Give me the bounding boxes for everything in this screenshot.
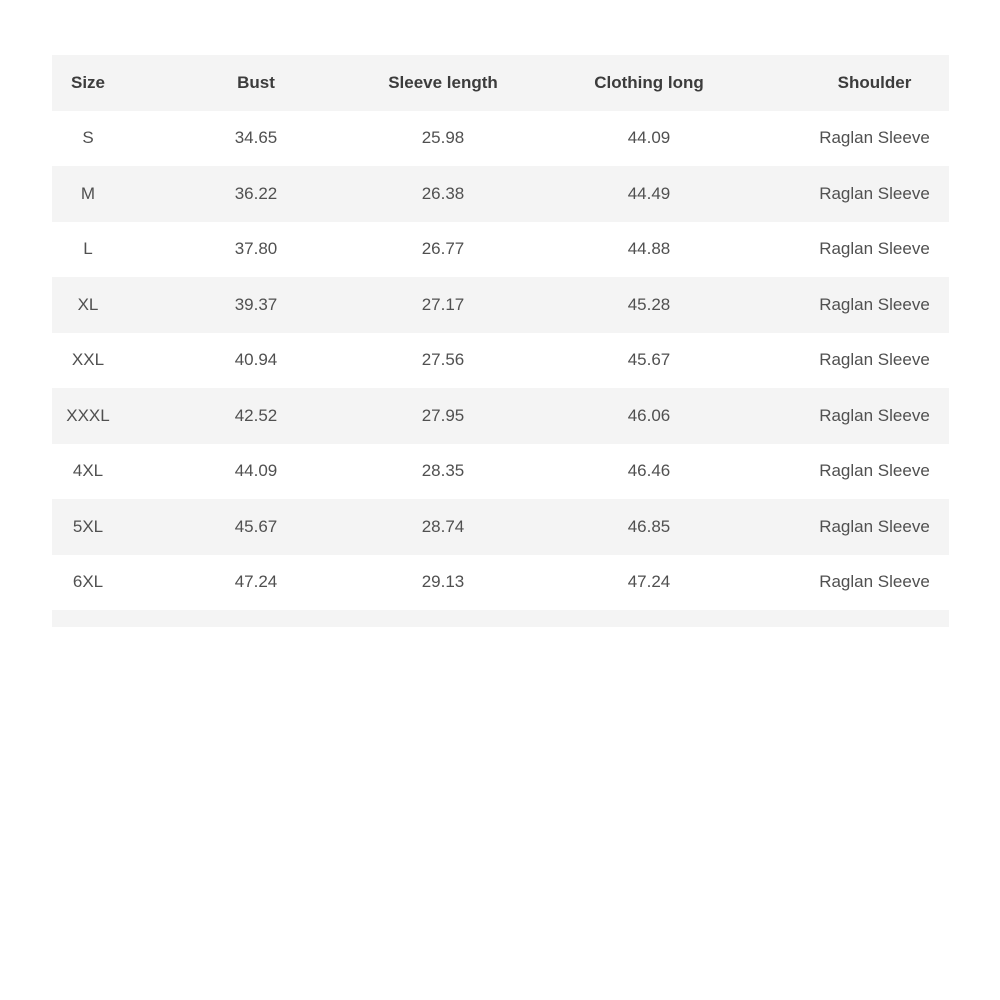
cell-sleeve-length: 25.98	[388, 111, 498, 167]
table-row	[52, 166, 949, 222]
cell-size: XXL	[52, 333, 124, 389]
table-row	[52, 555, 949, 611]
header-row	[52, 55, 949, 111]
table-body	[52, 111, 949, 611]
table-row	[52, 499, 949, 555]
cell-sleeve-length: 27.95	[388, 388, 498, 444]
cell-shoulder: Raglan Sleeve	[800, 166, 949, 222]
cell-sleeve-length: 29.13	[388, 555, 498, 611]
table-row	[52, 444, 949, 500]
header-clothing-long: Clothing long	[498, 55, 800, 111]
cell-size: M	[52, 166, 124, 222]
cell-sleeve-length: 26.77	[388, 222, 498, 278]
cell-shoulder: Raglan Sleeve	[800, 499, 949, 555]
cell-sleeve-length: 28.74	[388, 499, 498, 555]
cell-sleeve-length: 26.38	[388, 166, 498, 222]
cell-clothing-long: 46.46	[498, 444, 800, 500]
header-shoulder: Shoulder	[800, 55, 949, 111]
cell-bust: 42.52	[124, 388, 388, 444]
cell-shoulder: Raglan Sleeve	[800, 222, 949, 278]
cell-size: XL	[52, 277, 124, 333]
header-bust: Bust	[124, 55, 388, 111]
cell-clothing-long: 44.09	[498, 111, 800, 167]
cell-shoulder: Raglan Sleeve	[800, 555, 949, 611]
cell-sleeve-length: 27.56	[388, 333, 498, 389]
cell-size: L	[52, 222, 124, 278]
table-footer-strip	[52, 610, 949, 627]
cell-size: S	[52, 111, 124, 167]
cell-shoulder: Raglan Sleeve	[800, 111, 949, 167]
table-row	[52, 333, 949, 389]
cell-clothing-long: 45.67	[498, 333, 800, 389]
table-header	[52, 55, 949, 111]
table-row	[52, 277, 949, 333]
cell-bust: 34.65	[124, 111, 388, 167]
cell-bust: 36.22	[124, 166, 388, 222]
cell-size: XXXL	[52, 388, 124, 444]
cell-bust: 47.24	[124, 555, 388, 611]
cell-size: 5XL	[52, 499, 124, 555]
cell-bust: 40.94	[124, 333, 388, 389]
cell-clothing-long: 44.88	[498, 222, 800, 278]
table-row	[52, 222, 949, 278]
cell-size: 6XL	[52, 555, 124, 611]
cell-clothing-long: 45.28	[498, 277, 800, 333]
cell-bust: 44.09	[124, 444, 388, 500]
cell-bust: 37.80	[124, 222, 388, 278]
cell-clothing-long: 46.06	[498, 388, 800, 444]
cell-clothing-long: 47.24	[498, 555, 800, 611]
cell-size: 4XL	[52, 444, 124, 500]
table-row	[52, 388, 949, 444]
table-row	[52, 111, 949, 167]
cell-sleeve-length: 27.17	[388, 277, 498, 333]
cell-shoulder: Raglan Sleeve	[800, 388, 949, 444]
cell-clothing-long: 46.85	[498, 499, 800, 555]
header-size: Size	[52, 55, 124, 111]
cell-clothing-long: 44.49	[498, 166, 800, 222]
cell-shoulder: Raglan Sleeve	[800, 444, 949, 500]
cell-shoulder: Raglan Sleeve	[800, 333, 949, 389]
size-chart-table	[52, 55, 949, 610]
cell-shoulder: Raglan Sleeve	[800, 277, 949, 333]
cell-bust: 39.37	[124, 277, 388, 333]
cell-bust: 45.67	[124, 499, 388, 555]
header-sleeve-length: Sleeve length	[388, 55, 498, 111]
cell-sleeve-length: 28.35	[388, 444, 498, 500]
